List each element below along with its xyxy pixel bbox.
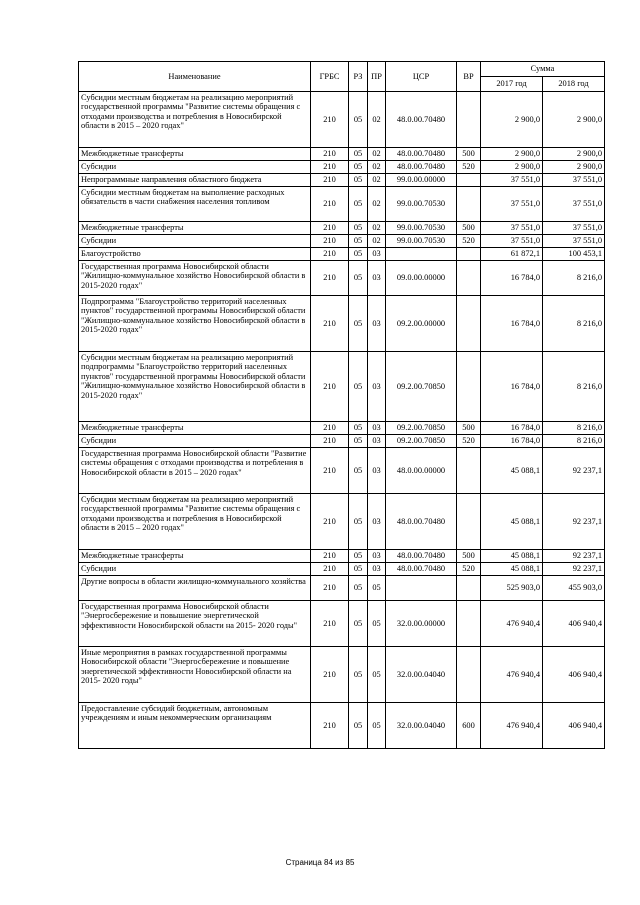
row-csr: 48.0.00.70480 <box>386 148 457 161</box>
table-row <box>79 296 605 352</box>
row-grbs: 210 <box>311 576 349 601</box>
row-sum-2018: 8 216,0 <box>543 435 605 448</box>
row-csr <box>386 576 457 601</box>
row-rz: 05 <box>349 576 368 601</box>
row-grbs: 210 <box>311 550 349 563</box>
row-grbs: 210 <box>311 435 349 448</box>
row-rz: 05 <box>349 422 368 435</box>
row-csr: 99.0.00.70530 <box>386 222 457 235</box>
row-vr: 500 <box>457 550 481 563</box>
header-csr: ЦСР <box>386 62 457 92</box>
row-sum-2017: 16 784,0 <box>481 422 543 435</box>
row-rz: 05 <box>349 647 368 703</box>
header-2017: 2017 год <box>481 77 543 92</box>
table-row <box>79 435 605 448</box>
row-sum-2017: 2 900,0 <box>481 148 543 161</box>
row-rz: 05 <box>349 235 368 248</box>
header-2018: 2018 год <box>543 77 605 92</box>
budget-sheet <box>78 61 604 749</box>
row-sum-2018: 37 551,0 <box>543 222 605 235</box>
row-grbs: 210 <box>311 448 349 494</box>
table-row <box>79 703 605 749</box>
row-csr: 48.0.00.00000 <box>386 448 457 494</box>
row-csr: 09.2.00.00000 <box>386 296 457 352</box>
row-sum-2018: 100 453,1 <box>543 248 605 261</box>
row-name: Межбюджетные трансферты <box>79 222 311 235</box>
table-row <box>79 174 605 187</box>
row-vr <box>457 647 481 703</box>
row-sum-2018: 2 900,0 <box>543 148 605 161</box>
row-sum-2018: 2 900,0 <box>543 161 605 174</box>
table-row <box>79 647 605 703</box>
row-rz: 05 <box>349 448 368 494</box>
row-rz: 05 <box>349 296 368 352</box>
row-rz: 05 <box>349 261 368 296</box>
row-name: Государственная программа Новосибирской области "Энергосбережение и повышение энергетической эффективности Новосибирской области на 2015- 2020 годы" <box>79 601 311 647</box>
row-grbs: 210 <box>311 174 349 187</box>
row-sum-2017: 37 551,0 <box>481 187 543 222</box>
table-row <box>79 222 605 235</box>
row-pr: 03 <box>368 261 386 296</box>
row-rz: 05 <box>349 435 368 448</box>
row-vr <box>457 576 481 601</box>
table-row <box>79 563 605 576</box>
row-pr: 02 <box>368 235 386 248</box>
row-vr: 520 <box>457 161 481 174</box>
row-sum-2018: 92 237,1 <box>543 448 605 494</box>
row-csr <box>386 248 457 261</box>
header-pr: ПР <box>368 62 386 92</box>
row-name: Благоустройство <box>79 248 311 261</box>
row-rz: 05 <box>349 550 368 563</box>
row-pr: 03 <box>368 494 386 550</box>
row-name: Подпрограмма "Благоустройство территорий населенных пунктов" государственной программы Новосибирской области "Жилищно-коммунальное хозяйство Новосибирской области в 2015-2020 годах" <box>79 296 311 352</box>
row-name: Иные мероприятия в рамках государственной программы Новосибирской области "Энергосбережение и повышение энергетической эффективности Новосибирской области на 2015- 2020 годы" <box>79 647 311 703</box>
row-name: Межбюджетные трансферты <box>79 550 311 563</box>
row-rz: 05 <box>349 161 368 174</box>
row-grbs: 210 <box>311 261 349 296</box>
row-pr: 02 <box>368 187 386 222</box>
row-sum-2017: 525 903,0 <box>481 576 543 601</box>
row-sum-2018: 406 940,4 <box>543 601 605 647</box>
row-grbs: 210 <box>311 601 349 647</box>
table-row <box>79 148 605 161</box>
row-csr: 32.0.00.04040 <box>386 703 457 749</box>
row-sum-2017: 37 551,0 <box>481 174 543 187</box>
row-vr <box>457 187 481 222</box>
row-csr: 48.0.00.70480 <box>386 161 457 174</box>
row-sum-2017: 61 872,1 <box>481 248 543 261</box>
row-vr <box>457 261 481 296</box>
row-grbs: 210 <box>311 647 349 703</box>
row-sum-2017: 45 088,1 <box>481 563 543 576</box>
row-grbs: 210 <box>311 494 349 550</box>
row-sum-2018: 2 900,0 <box>543 92 605 148</box>
row-csr: 32.0.00.00000 <box>386 601 457 647</box>
row-name: Субсидии местным бюджетам на реализацию мероприятий государственной программы "Развитие системы обращения с отходами производства и потребления в Новосибирской области в 2015 – 2020 годах" <box>79 92 311 148</box>
row-name: Субсидии местным бюджетам на выполнение расходных обязательств в части снабжения населения топливом <box>79 187 311 222</box>
row-pr: 03 <box>368 248 386 261</box>
row-vr <box>457 92 481 148</box>
row-csr: 48.0.00.70480 <box>386 494 457 550</box>
row-rz: 05 <box>349 174 368 187</box>
row-name: Субсидии <box>79 563 311 576</box>
row-sum-2018: 37 551,0 <box>543 235 605 248</box>
row-csr: 48.0.00.70480 <box>386 550 457 563</box>
row-sum-2017: 16 784,0 <box>481 352 543 422</box>
row-vr <box>457 174 481 187</box>
row-name: Государственная программа Новосибирской области "Развитие системы обращения с отходами производства и потребления в Новосибирской области в 2015 – 2020 годах" <box>79 448 311 494</box>
row-sum-2018: 8 216,0 <box>543 296 605 352</box>
row-csr: 48.0.00.70480 <box>386 563 457 576</box>
row-name: Субсидии <box>79 235 311 248</box>
row-sum-2018: 406 940,4 <box>543 703 605 749</box>
row-grbs: 210 <box>311 222 349 235</box>
table-row <box>79 550 605 563</box>
row-sum-2018: 8 216,0 <box>543 422 605 435</box>
row-sum-2018: 92 237,1 <box>543 563 605 576</box>
row-sum-2017: 16 784,0 <box>481 261 543 296</box>
row-name: Субсидии <box>79 161 311 174</box>
row-name: Предоставление субсидий бюджетным, автономным учреждениям и иным некоммерческим организациям <box>79 703 311 749</box>
header-sum: Сумма <box>481 62 605 77</box>
header-rz: РЗ <box>349 62 368 92</box>
row-grbs: 210 <box>311 296 349 352</box>
row-vr <box>457 296 481 352</box>
row-sum-2018: 8 216,0 <box>543 261 605 296</box>
row-name: Непрограммные направления областного бюджета <box>79 174 311 187</box>
row-sum-2018: 37 551,0 <box>543 187 605 222</box>
row-sum-2017: 476 940,4 <box>481 601 543 647</box>
row-sum-2018: 455 903,0 <box>543 576 605 601</box>
row-name: Межбюджетные трансферты <box>79 148 311 161</box>
row-vr <box>457 248 481 261</box>
row-name: Субсидии <box>79 435 311 448</box>
row-pr: 05 <box>368 647 386 703</box>
row-vr <box>457 448 481 494</box>
table-row <box>79 352 605 422</box>
row-name: Межбюджетные трансферты <box>79 422 311 435</box>
table-row <box>79 187 605 222</box>
row-csr: 09.2.00.70850 <box>386 352 457 422</box>
row-rz: 05 <box>349 187 368 222</box>
row-rz: 05 <box>349 563 368 576</box>
row-pr: 03 <box>368 435 386 448</box>
row-sum-2017: 37 551,0 <box>481 235 543 248</box>
row-name: Субсидии местным бюджетам на реализацию мероприятий подпрограммы "Благоустройство территорий населенных пунктов" государственной программы Новосибирской области "Жилищно-коммунальное хозяйство Новосибирской области в 2015-2020 годах" <box>79 352 311 422</box>
row-sum-2017: 45 088,1 <box>481 550 543 563</box>
row-sum-2017: 16 784,0 <box>481 296 543 352</box>
row-sum-2017: 2 900,0 <box>481 161 543 174</box>
row-sum-2017: 476 940,4 <box>481 647 543 703</box>
row-sum-2017: 476 940,4 <box>481 703 543 749</box>
table-row <box>79 448 605 494</box>
row-name: Другие вопросы в области жилищно-коммунального хозяйства <box>79 576 311 601</box>
header-name: Наименование <box>79 62 311 92</box>
row-sum-2018: 406 940,4 <box>543 647 605 703</box>
row-rz: 05 <box>349 601 368 647</box>
row-sum-2018: 92 237,1 <box>543 550 605 563</box>
row-pr: 02 <box>368 222 386 235</box>
row-rz: 05 <box>349 494 368 550</box>
row-csr: 32.0.00.04040 <box>386 647 457 703</box>
row-pr: 02 <box>368 92 386 148</box>
budget-table <box>78 61 605 749</box>
row-pr: 03 <box>368 563 386 576</box>
row-grbs: 210 <box>311 703 349 749</box>
row-rz: 05 <box>349 148 368 161</box>
header-grbs: ГРБС <box>311 62 349 92</box>
row-name: Субсидии местным бюджетам на реализацию мероприятий государственной программы "Развитие системы обращения с отходами производства и потребления в Новосибирской области в 2015 – 2020 годах" <box>79 494 311 550</box>
row-grbs: 210 <box>311 563 349 576</box>
row-vr: 500 <box>457 222 481 235</box>
row-sum-2018: 37 551,0 <box>543 174 605 187</box>
row-vr: 520 <box>457 435 481 448</box>
row-pr: 05 <box>368 601 386 647</box>
row-rz: 05 <box>349 352 368 422</box>
row-csr: 99.0.00.70530 <box>386 187 457 222</box>
header-vr: ВР <box>457 62 481 92</box>
row-vr: 500 <box>457 422 481 435</box>
row-sum-2018: 92 237,1 <box>543 494 605 550</box>
row-pr: 05 <box>368 703 386 749</box>
row-grbs: 210 <box>311 248 349 261</box>
row-sum-2017: 37 551,0 <box>481 222 543 235</box>
row-sum-2017: 2 900,0 <box>481 92 543 148</box>
row-pr: 03 <box>368 550 386 563</box>
table-row <box>79 92 605 148</box>
row-csr: 09.2.00.70850 <box>386 435 457 448</box>
row-vr: 500 <box>457 148 481 161</box>
row-rz: 05 <box>349 248 368 261</box>
row-pr: 02 <box>368 161 386 174</box>
row-name: Государственная программа Новосибирской области "Жилищно-коммунальное хозяйство Новосибирской области в 2015-2020 годах" <box>79 261 311 296</box>
row-grbs: 210 <box>311 352 349 422</box>
row-pr: 03 <box>368 448 386 494</box>
row-vr: 520 <box>457 235 481 248</box>
row-vr: 520 <box>457 563 481 576</box>
row-vr: 600 <box>457 703 481 749</box>
row-grbs: 210 <box>311 148 349 161</box>
row-pr: 02 <box>368 174 386 187</box>
row-grbs: 210 <box>311 422 349 435</box>
table-row <box>79 161 605 174</box>
row-csr: 48.0.00.70480 <box>386 92 457 148</box>
page-number: Страница 84 из 85 <box>285 858 355 867</box>
table-row <box>79 601 605 647</box>
row-sum-2017: 45 088,1 <box>481 494 543 550</box>
row-sum-2017: 16 784,0 <box>481 435 543 448</box>
row-grbs: 210 <box>311 92 349 148</box>
row-sum-2018: 8 216,0 <box>543 352 605 422</box>
row-vr <box>457 352 481 422</box>
row-pr: 02 <box>368 148 386 161</box>
row-rz: 05 <box>349 703 368 749</box>
row-vr <box>457 601 481 647</box>
table-row <box>79 576 605 601</box>
row-pr: 03 <box>368 352 386 422</box>
row-csr: 09.0.00.00000 <box>386 261 457 296</box>
row-grbs: 210 <box>311 187 349 222</box>
row-csr: 09.2.00.70850 <box>386 422 457 435</box>
row-csr: 99.0.00.70530 <box>386 235 457 248</box>
row-rz: 05 <box>349 222 368 235</box>
row-vr <box>457 494 481 550</box>
row-grbs: 210 <box>311 235 349 248</box>
row-pr: 03 <box>368 422 386 435</box>
row-pr: 03 <box>368 296 386 352</box>
table-row <box>79 494 605 550</box>
table-row <box>79 261 605 296</box>
row-sum-2017: 45 088,1 <box>481 448 543 494</box>
table-row <box>79 235 605 248</box>
row-pr: 05 <box>368 576 386 601</box>
row-rz: 05 <box>349 92 368 148</box>
table-row <box>79 422 605 435</box>
row-csr: 99.0.00.00000 <box>386 174 457 187</box>
row-grbs: 210 <box>311 161 349 174</box>
table-row <box>79 248 605 261</box>
